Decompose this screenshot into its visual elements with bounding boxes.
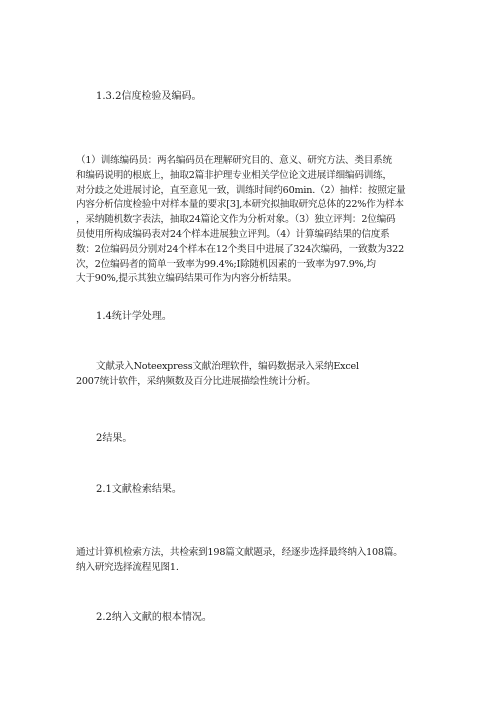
paragraph-line: 2007统计软件，采纳频数及百分比进展描绘性统计分析。 bbox=[76, 375, 316, 387]
paragraph-line: 次，2位编码者的简单一致率为99.4%;Ⅰ除随机因素的一致率为97.9%,均 bbox=[76, 258, 376, 270]
paragraph-line: ，采纳随机数字表法，抽取24篇论文作为分析对象。（3）独立评判：2位编码 bbox=[76, 214, 396, 226]
section-heading-2-2: 2.2纳入文献的根本情况。 bbox=[96, 612, 212, 623]
section-heading-2: 2结果。 bbox=[96, 433, 133, 444]
paragraph-line: 内容分析信度检验中对样本量的要求[3],本研究拟抽取研究总体的22%作为样本 bbox=[76, 199, 404, 211]
paragraph-line: 数：2位编码员分别对24个样本在12个类目中进展了324次编码，一致数为322 bbox=[76, 243, 404, 255]
paragraph-statistics bbox=[76, 360, 426, 390]
section-heading-1-4: 1.4统计学处理。 bbox=[96, 311, 172, 322]
paragraph-line: 和编码说明的根底上，抽取2篇非护理专业相关学位论文进展详细编码训练， bbox=[76, 169, 392, 181]
paragraph-line: 对分歧之处进展讨论，直至意见一致，训练时间约60min.（2）抽样：按照定量 bbox=[76, 184, 406, 196]
paragraph-line: 通过计算机检索方法，共检索到198篇文献题录，经逐步选择最终纳入108篇。 bbox=[76, 547, 403, 558]
paragraph-line: 员使用所构成编码表对24个样本进展独立评判。（4）计算编码结果的信度系 bbox=[76, 228, 390, 240]
section-heading-1-3-2: 1.3.2信度检验及编码。 bbox=[96, 91, 202, 102]
section-heading-2-1: 2.1文献检索结果。 bbox=[96, 484, 182, 495]
paragraph-line: 大于90%,提示其独立编码结果可作为内容分析结果。 bbox=[76, 273, 297, 285]
paragraph-search-results bbox=[76, 546, 426, 576]
paragraph-line: 纳入研究选择流程见图1. bbox=[76, 561, 179, 573]
paragraph-line: 文献录入Noteexpress文献治理软件，编码数据录入采纳Excel bbox=[96, 361, 359, 372]
paragraph-line: （1）训练编码员：两名编码员在理解研究目的、意义、研究方法、类目系统 bbox=[76, 155, 392, 166]
paragraph-reliability-coding bbox=[76, 154, 426, 287]
